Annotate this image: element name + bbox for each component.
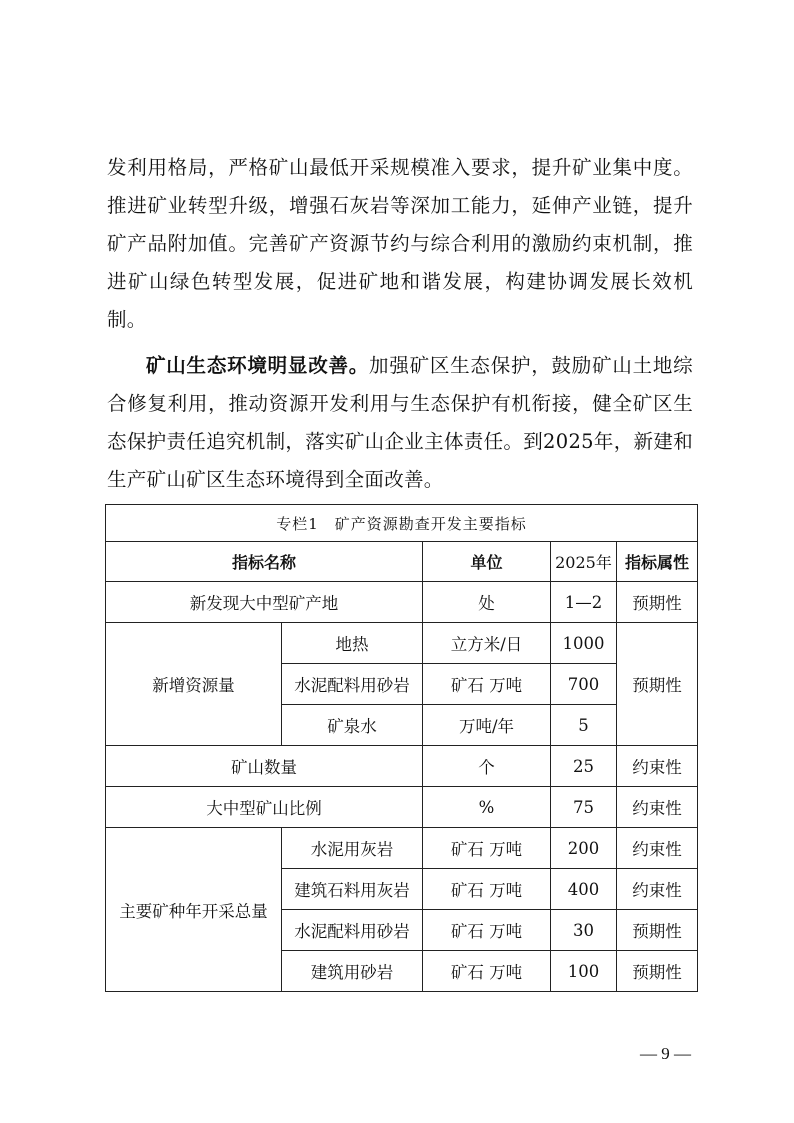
row-attr: 约束性 <box>617 746 698 787</box>
row-unit: % <box>423 787 551 828</box>
row-unit: 矿石 万吨 <box>423 951 551 992</box>
row-attr: 预期性 <box>617 582 698 623</box>
row-name: 新发现大中型矿产地 <box>106 582 423 623</box>
row-value: 25 <box>551 746 617 787</box>
row-sub: 水泥用灰岩 <box>282 828 423 869</box>
row-attr: 预期性 <box>617 951 698 992</box>
row-sub: 水泥配料用砂岩 <box>282 664 423 705</box>
group-name: 新增资源量 <box>106 623 282 746</box>
row-unit: 矿石 万吨 <box>423 869 551 910</box>
group-attr: 预期性 <box>617 623 698 746</box>
row-attr: 约束性 <box>617 787 698 828</box>
row-attr: 预期性 <box>617 910 698 951</box>
page-number: — 9 — <box>640 1044 691 1063</box>
row-unit: 矿石 万吨 <box>423 828 551 869</box>
paragraph-text: 加强矿区生态保护，鼓励矿山土地综合修复利用，推动资源开发利用与生态保护有机衔接，健全矿区生态保护责任追究机制，落实矿山企业主体责任。到2025年，新建和生产矿山矿区生态环境得到全面改善。 <box>107 354 693 491</box>
row-sub: 水泥配料用砂岩 <box>282 910 423 951</box>
header-name: 指标名称 <box>106 542 423 582</box>
row-sub: 地热 <box>282 623 423 664</box>
table-row <box>106 582 698 623</box>
row-value: 30 <box>551 910 617 951</box>
body-paragraph-1: 发利用格局，严格矿山最低开采规模准入要求，提升矿业集中度。推进矿业转型升级，增强石灰岩等深加工能力，延伸产业链，提升矿产品附加值。完善矿产资源节约与综合利用的激励约束机制，推进矿山绿色转型发展，促进矿地和谐发展，构建协调发展长效机制。 <box>107 156 693 331</box>
row-value: 700 <box>551 664 617 705</box>
row-value: 75 <box>551 787 617 828</box>
row-value: 5 <box>551 705 617 746</box>
table-row <box>106 828 698 869</box>
row-unit: 矿石 万吨 <box>423 664 551 705</box>
row-attr: 约束性 <box>617 869 698 910</box>
row-value: 400 <box>551 869 617 910</box>
row-attr: 约束性 <box>617 828 698 869</box>
row-name: 矿山数量 <box>106 746 423 787</box>
row-value: 200 <box>551 828 617 869</box>
row-sub: 建筑用砂岩 <box>282 951 423 992</box>
header-attr: 指标属性 <box>617 542 698 582</box>
table-row <box>106 787 698 828</box>
row-unit: 立方米/日 <box>423 623 551 664</box>
row-sub: 矿泉水 <box>282 705 423 746</box>
table-row <box>106 746 698 787</box>
indicator-table <box>105 504 698 992</box>
row-sub: 建筑石料用灰岩 <box>282 869 423 910</box>
table-header-row <box>106 542 698 582</box>
paragraph-heading: 矿山生态环境明显改善。 <box>146 354 370 377</box>
row-value: 100 <box>551 951 617 992</box>
row-unit: 万吨/年 <box>423 705 551 746</box>
row-value: 1000 <box>551 623 617 664</box>
header-year: 2025年 <box>551 542 617 582</box>
table-row <box>106 623 698 664</box>
row-unit: 矿石 万吨 <box>423 910 551 951</box>
table-caption: 专栏1 矿产资源勘查开发主要指标 <box>106 505 698 542</box>
row-unit: 个 <box>423 746 551 787</box>
body-paragraph-2 <box>107 347 693 499</box>
row-value: 1—2 <box>551 582 617 623</box>
group-name: 主要矿种年开采总量 <box>106 828 282 992</box>
row-name: 大中型矿山比例 <box>106 787 423 828</box>
header-unit: 单位 <box>423 542 551 582</box>
row-unit: 处 <box>423 582 551 623</box>
